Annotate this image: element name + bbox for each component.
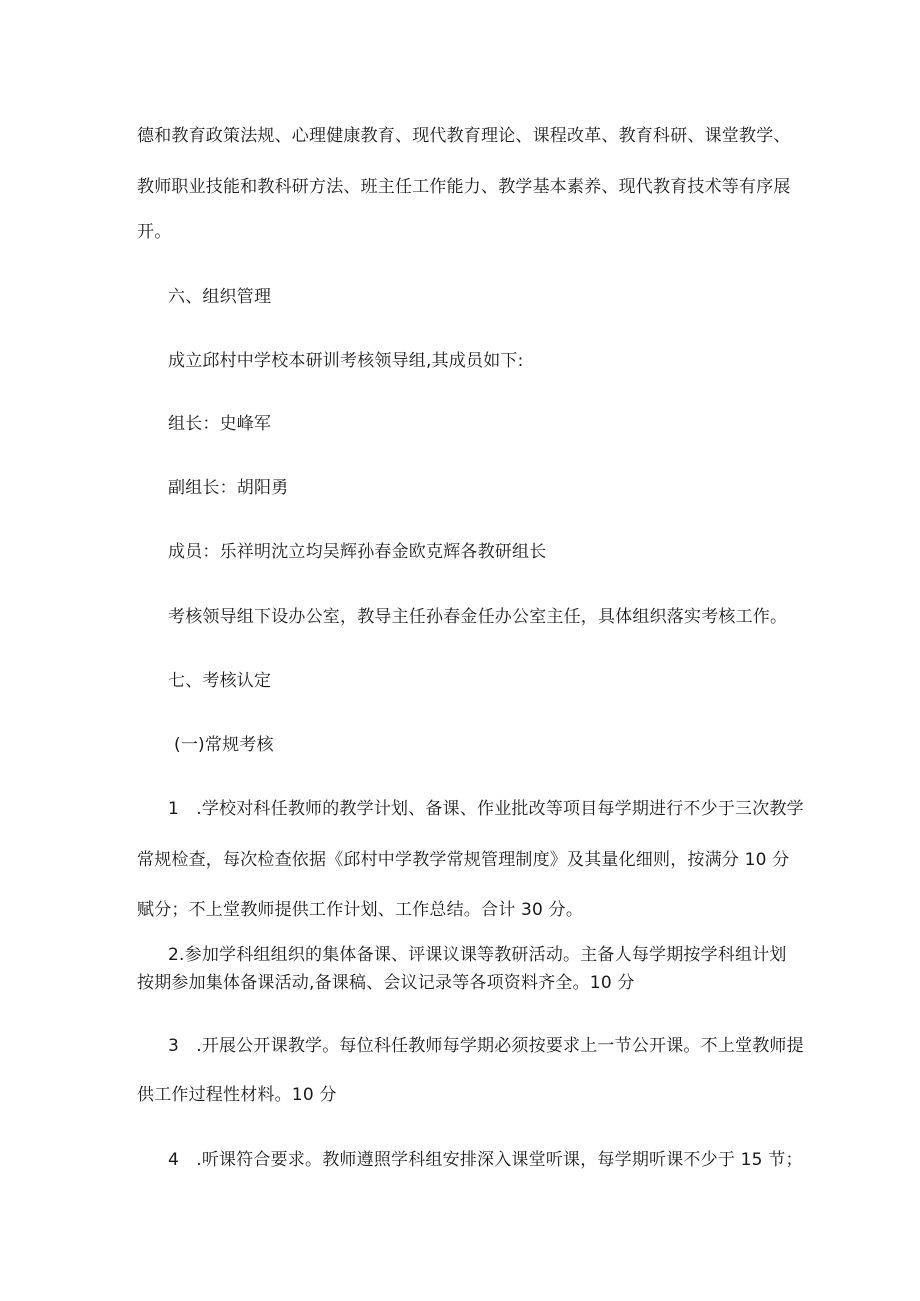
list-item-line: 常规检查，每次检查依据《邱村中学教学常规管理制度》及其量化细则，按满分 10 分 xyxy=(137,850,790,870)
subsection-heading: (一)常规考核 xyxy=(174,735,274,755)
paragraph-line: 教师职业技能和教科研方法、班主任工作能力、教学基本素养、现代教育技术等有序展 xyxy=(137,177,791,197)
paragraph-line: 德和教育政策法规、心理健康教育、现代教育理论、课程改革、教育科研、课堂教学、 xyxy=(137,126,791,146)
list-item-line: 供工作过程性材料。10 分 xyxy=(137,1085,337,1105)
list-item-line: 按期参加集体备课活动,备课稿、会议记录等各项资料齐全。10 分 xyxy=(137,973,635,993)
list-item-line: 3 .开展公开课教学。每位科任教师每学期必须按要求上一节公开课。不上堂教师提 xyxy=(168,1036,804,1056)
members-line: 成员：乐祥明沈立均吴辉孙春金欧克辉各教研组长 xyxy=(168,542,547,562)
paragraph-line: 考核领导组下设办公室，教导主任孙春金任办公室主任，具体组织落实考核工作。 xyxy=(168,607,788,627)
list-item-line: 2.参加学科组组织的集体备课、评课议课等教研活动。主备人每学期按学科组计划 xyxy=(168,945,787,965)
section-heading-7: 七、考核认定 xyxy=(168,671,272,691)
paragraph-line: 成立邱村中学校本研训考核领导组,其成员如下: xyxy=(168,351,524,371)
list-item-line: 1 .学校对科任教师的教学计划、备课、作业批改等项目每学期进行不少于三次教学 xyxy=(168,799,804,819)
list-item-line: 赋分；不上堂教师提供工作计划、工作总结。合计 30 分。 xyxy=(137,900,584,920)
vice-leader-line: 副组长：胡阳勇 xyxy=(168,478,289,498)
section-heading-6: 六、组织管理 xyxy=(168,287,272,307)
list-item-line: 4 .听课符合要求。教师遵照学科组安排深入课堂听课，每学期听课不少于 15 节； xyxy=(168,1150,803,1170)
paragraph-line: 开。 xyxy=(137,222,172,242)
leader-line: 组长：史峰军 xyxy=(168,414,272,434)
